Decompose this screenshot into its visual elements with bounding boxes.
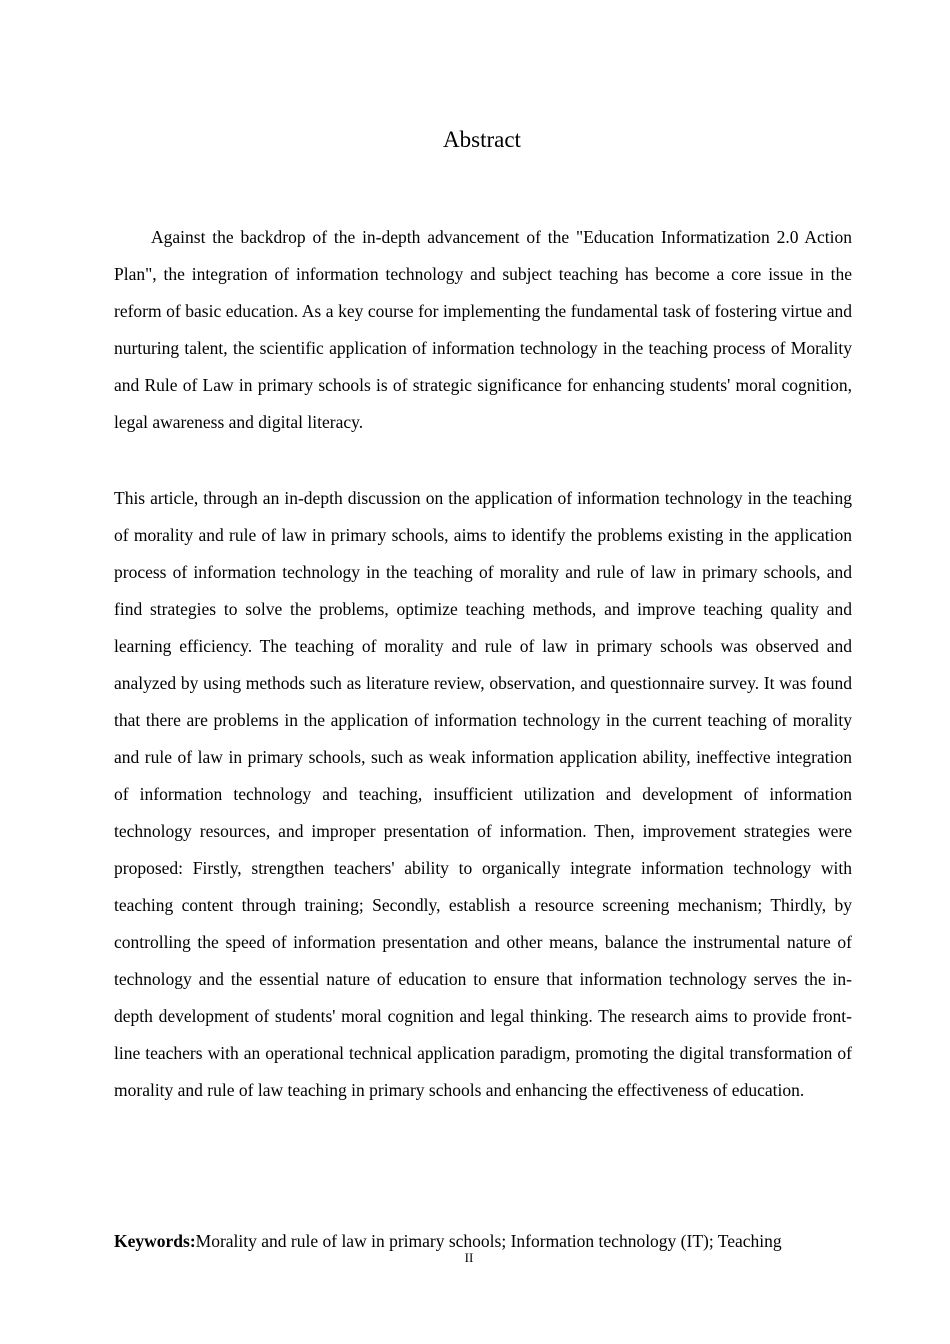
keywords-text: Morality and rule of law in primary schools; Information technology (IT); Teaching (195, 1231, 782, 1251)
page-number: II (464, 1250, 474, 1265)
abstract-paragraph-2: This article, through an in-depth discussion on the application of information technology in the teaching of morality and rule of law in primary schools, aims to identify the problems existing in the application process of information technology in the teaching of morality and rule of law in primary schools, and find strategies to solve the problems, optimize teaching methods, and improve teaching quality and learning efficiency. The teaching of morality and rule of law in primary schools was observed and analyzed by using methods such as literature review, observation, and questionnaire survey. It was found that there are problems in the application of information technology in the current teaching of morality and rule of law in primary schools, such as weak information application ability, ineffective integration of information technology and teaching, insufficient utilization and development of information technology resources, and improper presentation of information. Then, improvement strategies were proposed: Firstly, strengthen teachers' ability to organically integrate information technology with teaching content through training; Secondly, establish a resource screening mechanism; Thirdly, by controlling the speed of information presentation and other means, balance the instrumental nature of technology and the essential nature of education to ensure that information technology serves the in-depth development of students' moral cognition and legal thinking. The research aims to provide front-line teachers with an operational technical application paradigm, promoting the digital transformation of morality and rule of law teaching in primary schools and enhancing the effectiveness of education. (114, 488, 852, 1100)
abstract-title: Abstract (443, 127, 521, 152)
keywords-label: Keywords: (114, 1231, 196, 1251)
abstract-paragraph-1: Against the backdrop of the in-depth advancement of the "Education Informatization 2.0 Action Plan", the integration of information technology and subject teaching has become a core issue in the reform of basic education. As a key course for implementing the fundamental task of fostering virtue and nurturing talent, the scientific application of information technology in the teaching process of Morality and Rule of Law in primary schools is of strategic significance for enhancing students' moral cognition, legal awareness and digital literacy. (114, 227, 852, 432)
